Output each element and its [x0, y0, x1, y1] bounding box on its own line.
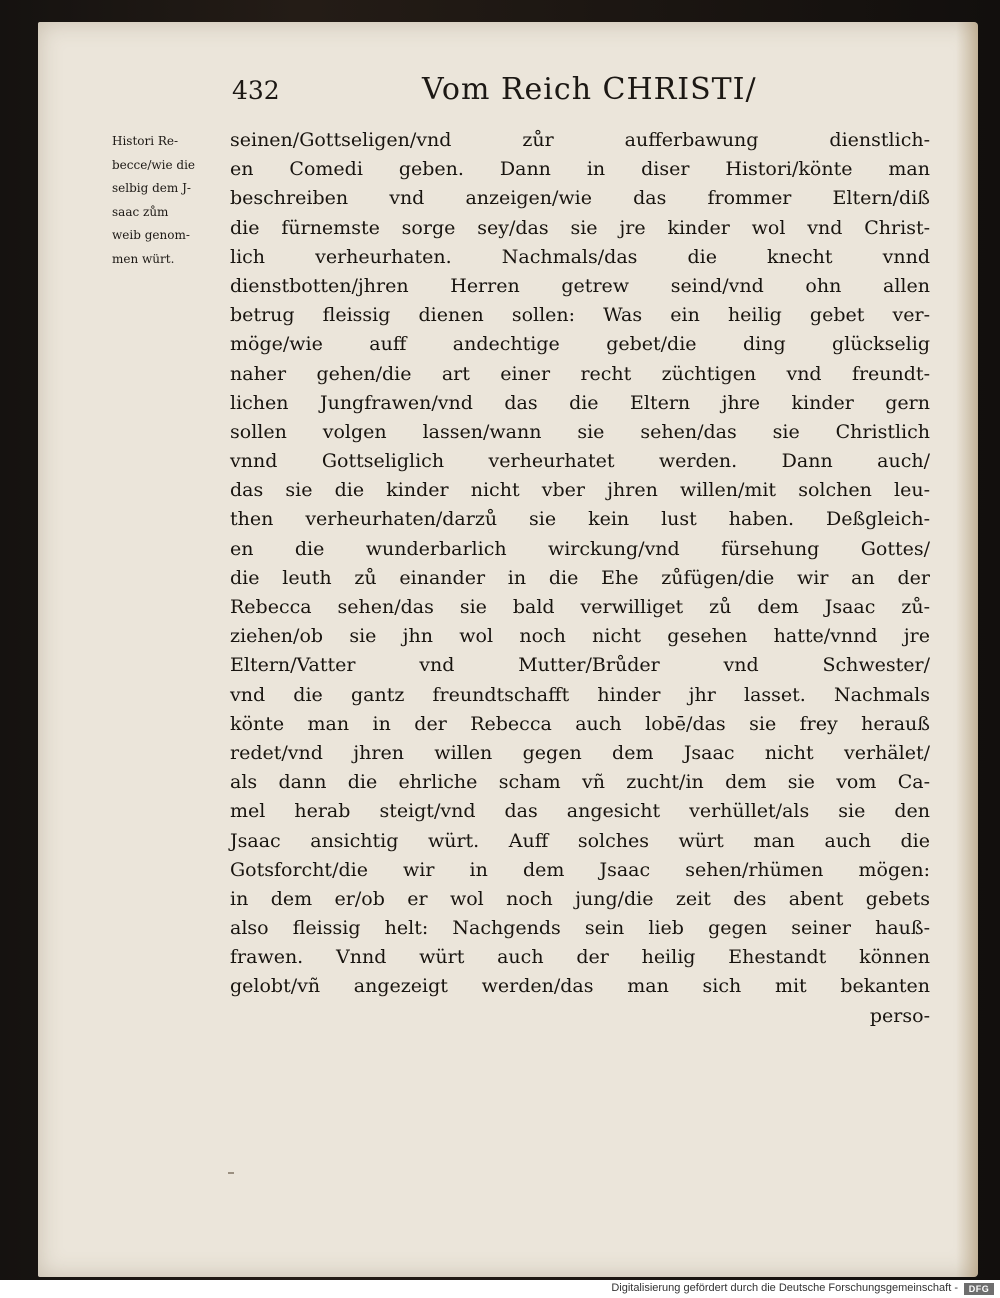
- text-line: ziehen/ob sie jhn wol noch nicht gesehen hatte/vnnd jre: [230, 625, 930, 648]
- text-line: redet/vnd jhren willen gegen dem Jsaac nicht verhälet/: [230, 741, 930, 764]
- text-line: betrug fleissig dienen sollen: Was ein heilig gebet ver-: [230, 304, 930, 327]
- text-line: mel herab steigt/vnd das angesicht verhüllet/als sie den: [230, 800, 930, 823]
- text-line: könte man in der Rebecca auch lobē/das sie frey herauß: [230, 712, 930, 735]
- text-line: sollen volgen lassen/wann sie sehen/das sie Christlich: [230, 420, 930, 443]
- text-line: en Comedi geben. Dann in diser Histori/könte man: [230, 158, 930, 181]
- page-header: [232, 70, 792, 114]
- text-line: in dem er/ob er wol noch jung/die zeit des abent gebets: [230, 887, 930, 910]
- page-speck: [228, 1172, 234, 1174]
- marginal-note-line: becce/wie die: [112, 157, 196, 172]
- catchword: perso-: [869, 1004, 930, 1027]
- credit-text: Digitalisierung gefördert durch die Deutsche Forschungsgemeinschaft -: [611, 1282, 958, 1294]
- text-line: Jsaac ansichtig würt. Auff solches würt man auch die: [230, 829, 930, 852]
- text-line: Gotsforcht/die wir in dem Jsaac sehen/rhümen mögen:: [230, 858, 930, 881]
- marginal-note-line: Histori Re-: [112, 134, 179, 148]
- marginal-note-line: saac zům: [112, 204, 169, 219]
- running-title: Vom Reich CHRISTI/: [422, 72, 757, 107]
- text-line: frawen. Vnnd würt auch der heilig Ehestandt können: [230, 946, 930, 969]
- text-line: Eltern/Vatter vnd Mutter/Brůder vnd Schwester/: [230, 654, 930, 677]
- marginal-note-line: selbig dem J-: [112, 181, 191, 195]
- text-line: naher gehen/die art einer recht züchtigen vnd freundt-: [230, 362, 930, 385]
- text-line: Rebecca sehen/das sie bald verwilliget zů dem Jsaac zů-: [230, 596, 930, 618]
- text-line: vnnd Gottseliglich verheurhatet werden. Dann auch/: [230, 450, 930, 473]
- text-line: seinen/Gottseligen/vnd zůr aufferbawung dienstlich-: [230, 129, 930, 151]
- marginal-note-line: men würt.: [112, 251, 175, 266]
- text-line: möge/wie auff andechtige gebet/die ding glückselig: [230, 333, 930, 356]
- text-line: dienstbotten/jhren Herren getrew seind/vnd ohn allen: [230, 274, 930, 297]
- body-text: [230, 126, 930, 1031]
- dfg-logo: DFG: [964, 1283, 994, 1295]
- marginal-note-line: weib genom-: [112, 228, 190, 242]
- text-line: die fürnemste sorge sey/das sie jre kinder wol vnd Christ-: [230, 216, 930, 239]
- page-number: 432: [232, 76, 280, 105]
- text-line: then verheurhaten/darzů sie kein lust haben. Deßgleich-: [230, 508, 930, 531]
- text-line: lich verheurhaten. Nachmals/das die knecht vnnd: [230, 245, 930, 268]
- marginal-note: [112, 130, 242, 271]
- text-line: lichen Jungfrawen/vnd das die Eltern jhre kinder gern: [230, 391, 930, 414]
- text-line: gelobt/vñ angezeigt werden/das man sich mit bekanten: [230, 975, 930, 998]
- text-line: beschreiben vnd anzeigen/wie das frommer Eltern/diß: [230, 187, 930, 210]
- text-line: also fleissig helt: Nachgends sein lieb gegen seiner hauß-: [230, 917, 930, 940]
- text-line: en die wunderbarlich wirckung/vnd fürsehung Gottes/: [230, 537, 930, 560]
- digitization-credit-bar: [0, 1280, 1000, 1298]
- text-line: vnd die gantz freundtschafft hinder jhr lasset. Nachmals: [230, 683, 930, 706]
- text-line: die leuth zů einander in die Ehe zůfügen/die wir an der: [230, 566, 930, 589]
- text-line: als dann die ehrliche scham vñ zucht/in dem sie vom Ca-: [230, 771, 930, 794]
- text-line: das sie die kinder nicht vber jhren willen/mit solchen leu-: [230, 479, 930, 502]
